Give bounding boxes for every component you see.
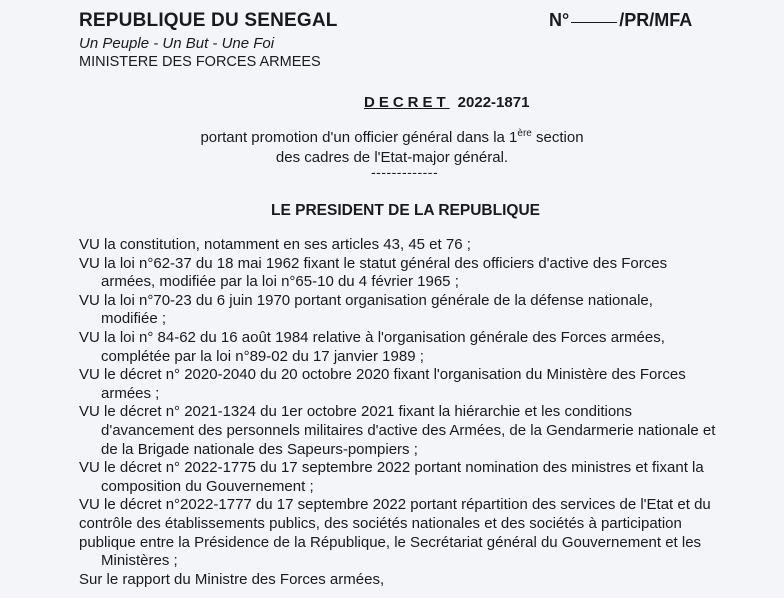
subject-line-2: des cadres de l'Etat-major général. [275,149,509,166]
subject-text-b: section [531,129,584,146]
visa-item [79,403,769,459]
visa-item [79,255,769,292]
national-motto: Un Peuple - Un But - Une Foi [79,35,275,52]
visa-continuation: Ministères ; [101,552,178,570]
visa-continuation: contrôle des établissements publics, des sociétés nationales et des sociétés à participation [79,514,682,532]
visa-continuation: publique entre la Présidence de la République, le Secrétariat général du Gouvernement et les [79,533,702,551]
decree-number: 2022-1871 [457,94,530,111]
separator-dashes: ------------- [371,164,439,180]
reference-blank [571,22,617,23]
visa-line: VU le décret n° 2022-1775 du 17 septembre 2022 portant nomination des ministres et fixant la [79,459,704,477]
visa-line: VU le décret n°2022-1777 du 17 septembre 2022 portant répartition des services de l'Etat et du [79,496,711,514]
visa-continuation: d'avancement des personnels militaires d'active des Armées, de la Gendarmerie nationale et [101,421,716,439]
visa-continuation: modifiée ; [101,310,167,328]
visa-continuation: composition du Gouvernement ; [101,477,314,495]
republic-title: REPUBLIQUE DU SENEGAL [79,10,338,31]
visa-continuation: armées, modifiée par la loi n°65-10 du 4 février 1965 ; [101,273,459,291]
visa-line: VU le décret n° 2021-1324 du 1er octobre 2021 fixant la hiérarchie et les conditions [79,403,633,421]
decree-word: DECRET [364,94,450,111]
president-heading: LE PRESIDENT DE LA REPUBLIQUE [271,202,540,219]
visa-line: VU le décret n° 2020-2040 du 20 octobre 2020 fixant l'organisation du Ministère des Forces [79,366,686,384]
reference-prefix: N° [549,10,570,30]
visa-item [79,329,769,366]
visa-item [79,236,769,255]
visa-line: VU la loi n°70-23 du 6 juin 1970 portant organisation générale de la défense nationale, [79,291,653,309]
visa-line: VU la loi n°62-37 du 18 mai 1962 fixant le statut général des officiers d'active des Forces [79,254,668,272]
visa-line: VU la loi n° 84-62 du 16 août 1984 relative à l'organisation générale des Forces armées, [79,328,665,346]
reference-suffix: /PR/MFA [619,10,693,30]
decree-subject [0,124,784,168]
decree-heading [364,94,529,111]
subject-line-1 [0,124,784,148]
visa-continuation: complétée par la loi n°89-02 du 17 janvier 1989 ; [101,347,424,365]
visas-list [79,236,769,589]
visa-item [79,292,769,329]
visa-item [79,459,769,496]
visa-continuation: de la Brigade nationale des Sapeurs-pompiers ; [101,440,418,458]
visa-item [79,366,769,403]
reference-number [549,10,692,31]
visa-continuation: armées ; [101,384,160,402]
visa-line: VU la constitution, notamment en ses articles 43, 45 et 76 ; [79,236,471,253]
subject-superscript: ère [517,128,532,139]
subject-text-a: portant promotion d'un officier général dans la 1 [200,129,518,146]
ministry-name: MINISTERE DES FORCES ARMEES [79,54,321,70]
closing-line: Sur le rapport du Ministre des Forces armées, [79,570,385,588]
visa-item [79,496,769,570]
